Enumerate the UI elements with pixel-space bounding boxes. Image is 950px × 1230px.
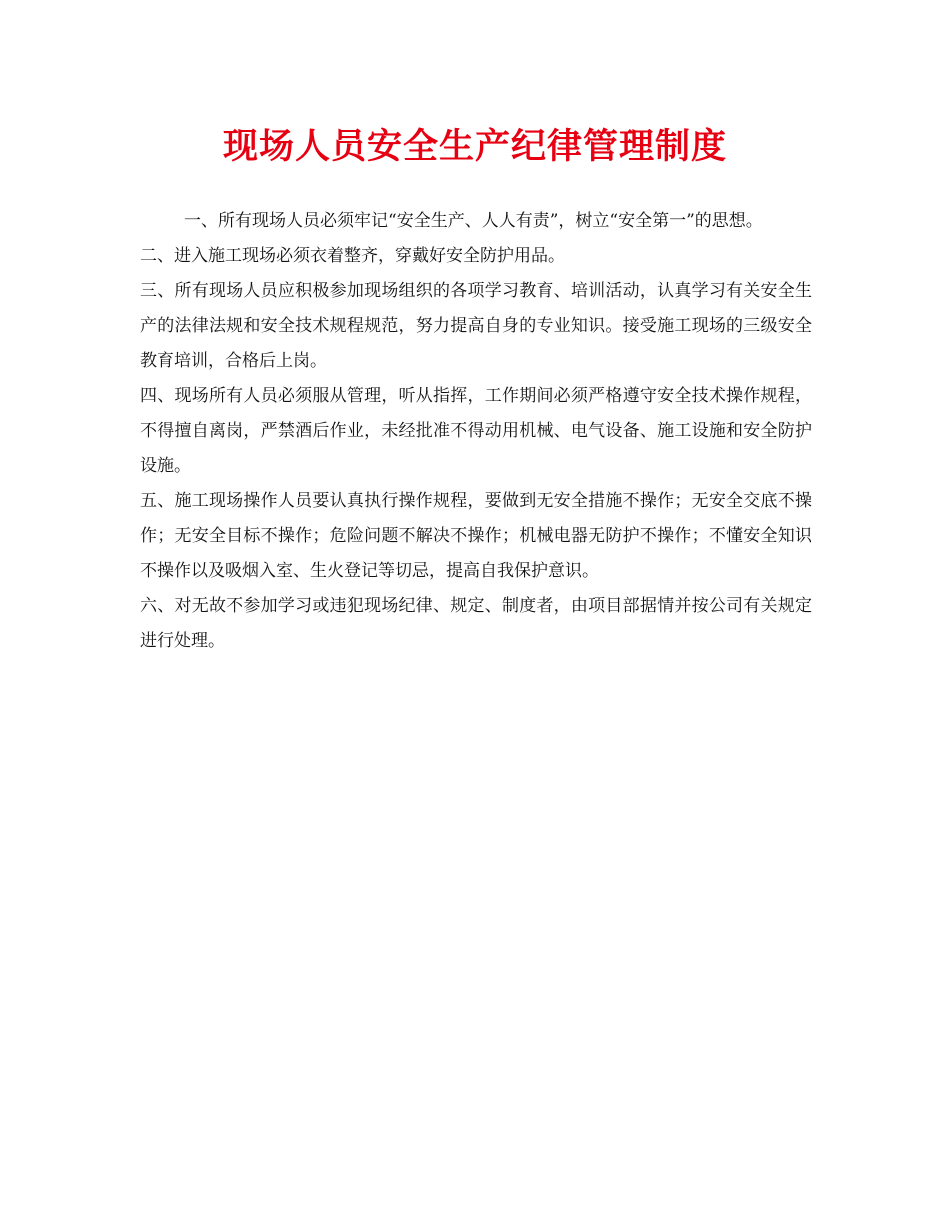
paragraph-6: 六、对无故不参加学习或违犯现场纪律、规定、制度者，由项目部据情并按公司有关规定进行处理。	[140, 596, 812, 651]
paragraph-3: 三、所有现场人员应积极参加现场组织的各项学习教育、培训活动，认真学习有关安全生产的法律法规和安全技术规程规范，努力提高自身的专业知识。接受施工现场的三级安全教育培训，合格后上岗。	[140, 281, 812, 371]
paragraph-2: 二、进入施工现场必须衣着整齐，穿戴好安全防护用品。	[140, 246, 565, 266]
paragraph-5: 五、施工现场操作人员要认真执行操作规程，要做到无安全措施不操作；无安全交底不操作；无安全目标不操作；危险问题不解决不操作；机械电器无防护不操作；不懂安全知识不操作以及吸烟入室、生火登记等切忌，提高自我保护意识。	[140, 491, 812, 581]
document-body	[140, 204, 812, 659]
paragraph-1: 一、所有现场人员必须牢记“安全生产、人人有责”，树立“安全第一”的思想。	[184, 211, 763, 231]
paragraph-4: 四、现场所有人员必须服从管理，听从指挥，工作期间必须严格遵守安全技术操作规程，不得擅自离岗，严禁酒后作业，未经批准不得动用机械、电气设备、施工设施和安全防护设施。	[140, 386, 812, 476]
document-title: 现场人员安全生产纪律管理制度	[222, 126, 727, 167]
